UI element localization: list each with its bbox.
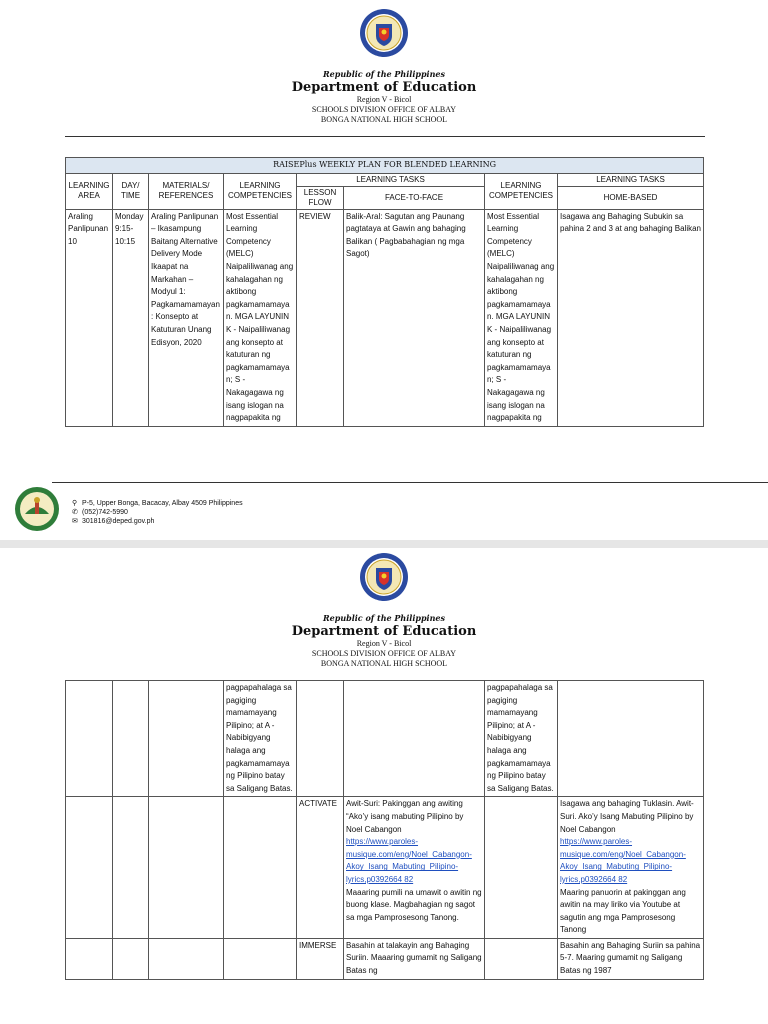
- region-line: Region V - Bicol: [356, 639, 412, 648]
- table-row: [66, 938, 704, 979]
- letterhead: [0, 613, 768, 669]
- weekly-plan-table-continued: [65, 680, 704, 980]
- school-logo-icon: [14, 486, 60, 532]
- header-day-time: DAY/ TIME: [113, 173, 149, 209]
- song-lyrics-link[interactable]: https://www.paroles-musique.com/eng/Noel_Cabangon-Akoy_Isang_Mabuting_Pilipino-lyrics,p0392664 82: [346, 837, 472, 884]
- cell-competencies: Most Essential Learning Competency (MELC) Naipaliliwanag ang kahalagahan ng aktibong pagkamamamayan. MGA LAYUNIN K - Naipaliliwanag ang konsepto at katuturan ng pagkamamamayan; S - Nakagagawa ng isang islogan na nagpapakita ng: [224, 209, 297, 426]
- header-learning-area: LEARNING AREA: [66, 173, 113, 209]
- republic-line: Republic of the Philippines: [322, 613, 445, 623]
- song-lyrics-link-home[interactable]: https://www.paroles-musique.com/eng/Noel_Cabangon-Akoy_Isang_Mabuting_Pilipino-lyrics,p0392664 82: [560, 837, 686, 884]
- table-row: [66, 681, 704, 797]
- cell-home-based: Basahin ang Bahaging Suriin sa pahina 5-7. Maaring gumamit ng Saligang Batas ng 1987: [558, 938, 704, 979]
- republic-line: Republic of the Philippines: [322, 69, 445, 79]
- phone-icon: ✆: [72, 509, 78, 516]
- cell-materials: Araling Panlipunan – Ikasampung Baitang Alternative Delivery Mode Ikaapat na Markahan – Modyul 1: Pagkamamamayan: Konsepto at Katuturan Unang Edisyon, 2020: [149, 209, 224, 426]
- header-competencies: LEARNING COMPETENCIES: [224, 173, 297, 209]
- department-title: Department of Education: [291, 80, 477, 95]
- header-materials: MATERIALS/ REFERENCES: [149, 173, 224, 209]
- weekly-plan-table: [65, 157, 704, 427]
- home-outro: Maaring panuorin at pakinggan ang awitin na may liriko via Youtube at sagutin ang mga Pamprosesong Tanong: [560, 887, 686, 935]
- cell-face-to-face: Balik-Aral: Sagutan ang Paunang pagtataya at Gawin ang bahaging Balikan ( Pagbabahagian ng mga Sagot): [344, 209, 485, 426]
- header-divider: [65, 136, 705, 137]
- cell-competencies-cont: pagpapahalaga sa pagiging mamamayang Pilipino; at A - Nabibigyang halaga ang pagkamamamayang Pilipino batay sa Saligang Batas.: [224, 681, 297, 797]
- footer-email: 301816@deped.gov.ph: [82, 518, 155, 525]
- cell-face-to-face: Basahin at talakayin ang Bahaging Suriin. Maaaring gumamit ng Saligang Batas ng: [344, 938, 485, 979]
- school-line: BONGA NATIONAL HIGH SCHOOL: [320, 115, 448, 124]
- table-row: [66, 209, 704, 426]
- footer-divider: [52, 482, 768, 483]
- contact-info: [72, 499, 243, 526]
- location-pin-icon: ⚲: [72, 500, 78, 507]
- department-title: Department of Education: [291, 624, 477, 639]
- cell-face-to-face: [344, 797, 485, 939]
- division-line: SCHOOLS DIVISION OFFICE OF ALBAY: [311, 105, 457, 114]
- cell-competencies-2-cont: pagpapahalaga sa pagiging mamamayang Pilipino; at A - Nabibigyang halaga ang pagkamamamayang Pilipino batay sa Saligang Batas.: [485, 681, 558, 797]
- cell-home-based: Isagawa ang Bahaging Subukin sa pahina 2 and 3 at ang bahaging Balikan: [558, 209, 704, 426]
- deped-seal-icon: [359, 552, 409, 602]
- footer-address: P-5, Upper Bonga, Bacacay, Albay 4509 Philippines: [82, 500, 243, 507]
- page-footer: [0, 478, 768, 540]
- header-lesson-flow: LESSON FLOW: [297, 186, 344, 209]
- cell-lesson-flow: ACTIVATE: [297, 797, 344, 939]
- cell-day-time: Monday 9:15-10:15: [113, 209, 149, 426]
- f2f-intro: Awit-Suri: Pakinggan ang awiting “Ako’y isang mabuting Pilipino by Noel Cabangon: [346, 799, 464, 834]
- f2f-outro: Maaaring pumili na umawit o awitin ng buong klase. Magbahagian ng sagot sa mga Pamprosesong Tanong.: [346, 887, 482, 922]
- home-intro: Isagawa ang bahaging Tuklasin. Awit-Suri. Ako’y Isang Mabuting Pilipino by Noel Cabangon: [560, 799, 694, 834]
- cell-home-based: [558, 797, 704, 939]
- cell-lesson-flow: REVIEW: [297, 209, 344, 426]
- header-face-to-face: FACE-TO-FACE: [344, 186, 485, 209]
- footer-phone: (052)742-5990: [82, 509, 128, 516]
- table-row: [66, 797, 704, 939]
- header-learning-tasks: LEARNING TASKS: [297, 173, 485, 186]
- deped-seal-icon: [359, 8, 409, 58]
- cell-learning-area: Araling Panlipunan 10: [66, 209, 113, 426]
- plan-title: RAISEPlus WEEKLY PLAN FOR BLENDED LEARNING: [66, 158, 704, 174]
- cell-competencies-2: Most Essential Learning Competency (MELC) Naipaliliwanag ang kahalagahan ng aktibong pagkamamamayan. MGA LAYUNIN K - Naipaliliwanag ang konsepto at katuturan ng pagkamamamayan; S - Nakagagawa ng isang islogan na nagpapakita ng: [485, 209, 558, 426]
- email-icon: ✉: [72, 518, 78, 525]
- page-separator: [0, 540, 768, 548]
- header-competencies-2: LEARNING COMPETENCIES: [485, 173, 558, 209]
- division-line: SCHOOLS DIVISION OFFICE OF ALBAY: [311, 649, 457, 658]
- school-line: BONGA NATIONAL HIGH SCHOOL: [320, 659, 448, 668]
- header-home-based: HOME-BASED: [558, 186, 704, 209]
- region-line: Region V - Bicol: [356, 95, 412, 104]
- page-2: [0, 548, 768, 1024]
- cell-lesson-flow: IMMERSE: [297, 938, 344, 979]
- letterhead: [0, 69, 768, 125]
- header-learning-tasks-2: LEARNING TASKS: [558, 173, 704, 186]
